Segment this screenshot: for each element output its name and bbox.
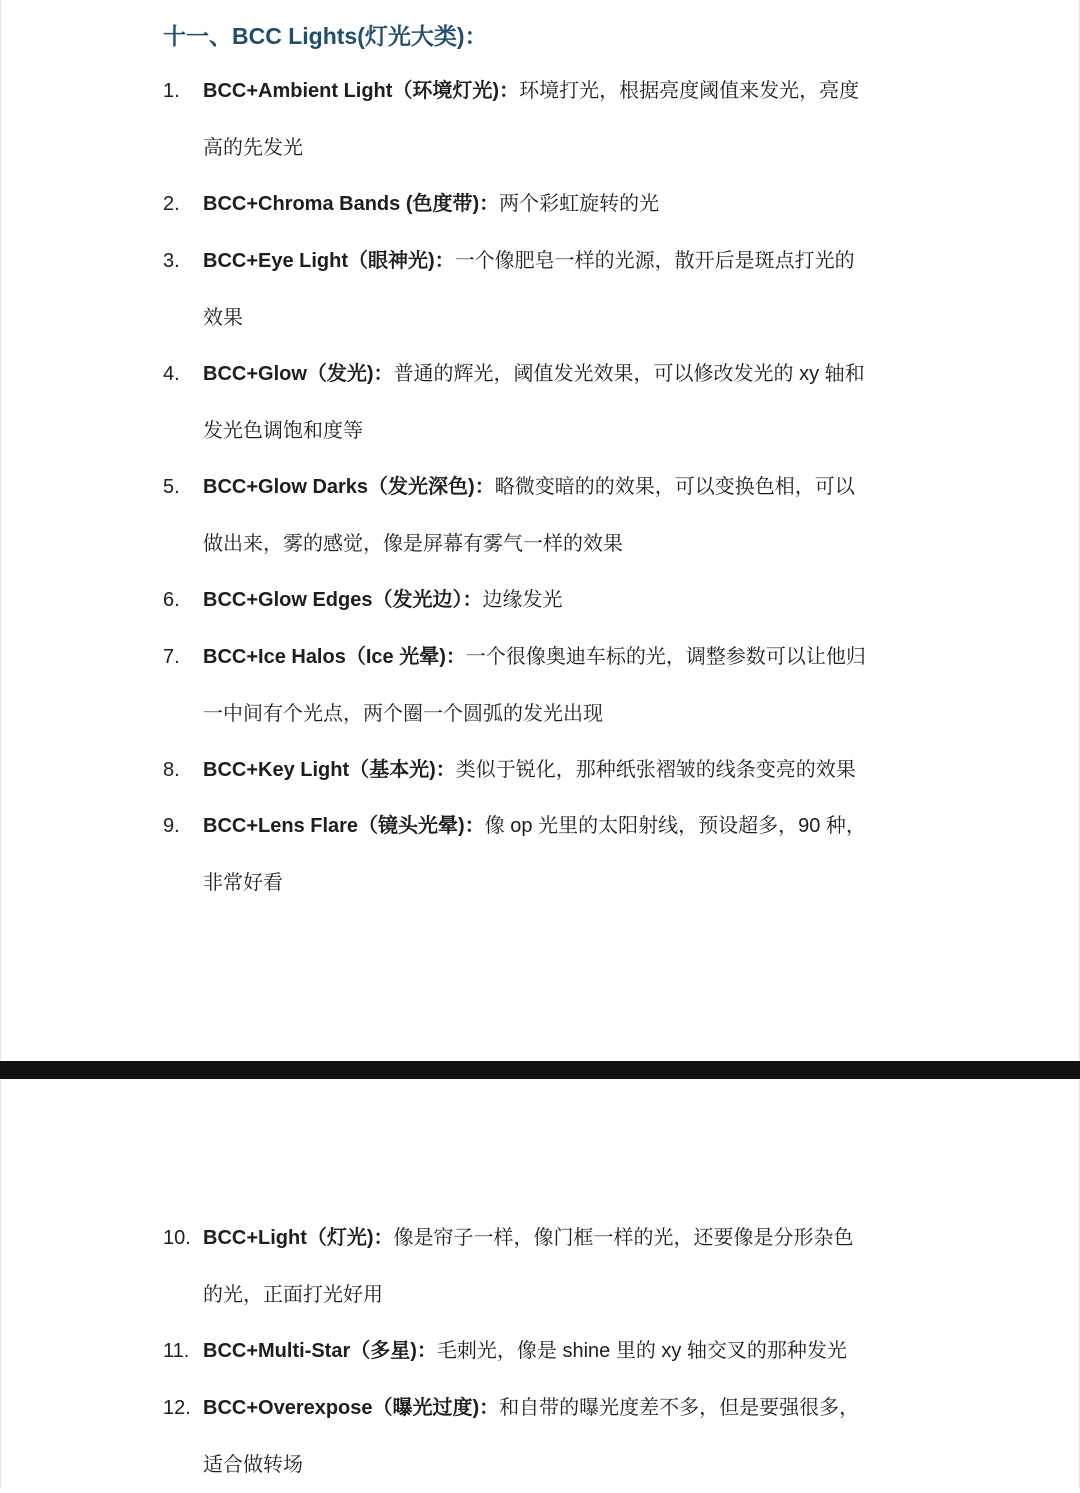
list-item [163, 572, 933, 629]
item-text [203, 742, 856, 799]
item-number: 6. [163, 572, 203, 629]
item-number: 1. [163, 63, 203, 120]
item-description: 毛刺光，像是 shine 里的 xy 轴交叉的那种发光 [437, 1340, 847, 1362]
item-term: BCC+Ambient Light（环境灯光)： [203, 80, 519, 102]
item-text [203, 459, 855, 516]
item-description-continued: 发光色调饱和度等 [203, 403, 363, 460]
list-item [163, 798, 933, 911]
item-description: 边缘发光 [482, 589, 562, 611]
item-number: 7. [163, 629, 203, 686]
item-number: 5. [163, 459, 203, 516]
item-term: BCC+Chroma Bands (色度带)： [203, 193, 499, 215]
item-number: 9. [163, 798, 203, 855]
item-description: 一个很像奥迪车标的光，调整参数可以让他归 [466, 646, 866, 668]
item-term: BCC+Light（灯光)： [203, 1227, 394, 1249]
list-item [163, 176, 933, 233]
item-text [203, 798, 866, 855]
item-description: 和自带的曝光度差不多，但是要强很多， [499, 1397, 859, 1419]
item-text [203, 233, 855, 290]
item-text [203, 176, 659, 233]
item-description-continued: 效果 [203, 290, 243, 347]
item-description: 类似于锐化，那种纸张褶皱的线条变亮的效果 [456, 759, 856, 781]
item-description-continued: 一中间有个光点，两个圈一个圆弧的发光出现 [203, 686, 603, 743]
item-number: 3. [163, 233, 203, 290]
item-number: 4. [163, 346, 203, 403]
item-number: 2. [163, 176, 203, 233]
list-item [163, 233, 933, 346]
item-text [203, 1380, 859, 1437]
list-item [163, 629, 933, 742]
item-term: BCC+Glow（发光)： [203, 363, 394, 385]
item-term: BCC+Overexpose（曝光过度)： [203, 1397, 499, 1419]
item-description-continued: 适合做转场 [203, 1437, 303, 1493]
item-term: BCC+Ice Halos（Ice 光晕)： [203, 646, 466, 668]
item-description-continued: 做出来，雾的感觉，像是屏幕有雾气一样的效果 [203, 516, 623, 573]
item-text [203, 572, 562, 629]
list-item [163, 1210, 933, 1323]
list-item [163, 1380, 933, 1493]
list-item [163, 742, 933, 799]
item-term: BCC+Multi-Star（多星)： [203, 1340, 437, 1362]
item-description: 略微变暗的的效果，可以变换色相，可以 [495, 476, 855, 498]
item-text [203, 1323, 847, 1380]
list-item [163, 459, 933, 572]
section-heading: 十一、BCC Lights(灯光大类)： [163, 18, 488, 51]
item-term: BCC+Glow Darks（发光深色)： [203, 476, 495, 498]
item-description-continued: 非常好看 [203, 855, 283, 912]
item-number: 8. [163, 742, 203, 799]
item-term: BCC+Eye Light（眼神光)： [203, 250, 455, 272]
item-text [203, 1210, 854, 1267]
page-border-left [0, 1079, 1, 1489]
item-term: BCC+Glow Edges（发光边）： [203, 589, 482, 611]
item-text [203, 63, 859, 120]
item-description: 两个彩虹旋转的光 [499, 193, 659, 215]
list-item [163, 63, 933, 176]
page-border-left [0, 0, 1, 1061]
item-text [203, 346, 865, 403]
item-text [203, 629, 866, 686]
item-term: BCC+Key Light（基本光)： [203, 759, 456, 781]
item-number: 10. [163, 1210, 203, 1267]
item-description: 普通的辉光，阈值发光效果，可以修改发光的 xy 轴和 [394, 363, 865, 385]
list-item [163, 346, 933, 459]
item-term: BCC+Lens Flare（镜头光晕)： [203, 815, 485, 837]
item-number: 11. [163, 1323, 203, 1380]
item-description: 环境打光，根据亮度阈值来发光，亮度 [519, 80, 859, 102]
item-description: 一个像肥皂一样的光源，散开后是斑点打光的 [455, 250, 855, 272]
item-description: 像是帘子一样，像门框一样的光，还要像是分形杂色 [394, 1227, 854, 1249]
item-number: 12. [163, 1380, 203, 1437]
list-item [163, 1323, 933, 1380]
document-page-2 [0, 1079, 1080, 1489]
page-divider [0, 1061, 1080, 1079]
item-description-continued: 高的先发光 [203, 120, 303, 177]
item-description-continued: 的光，正面打光好用 [203, 1267, 383, 1324]
item-description: 像 op 光里的太阳射线，预设超多，90 种， [485, 815, 866, 837]
